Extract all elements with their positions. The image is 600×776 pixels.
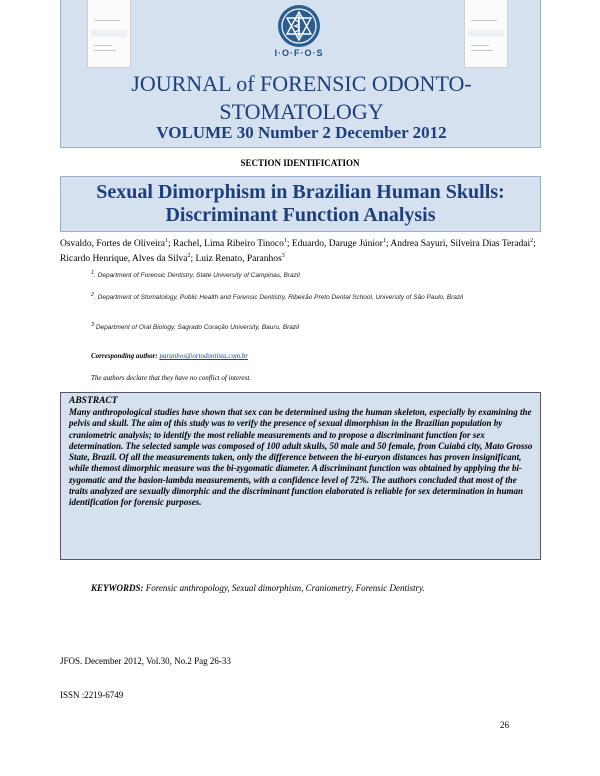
author-affiliation-marker: 3 [281,253,285,260]
volume-issue: VOLUME 30 Number 2 December 2012 [156,123,447,142]
author-name: Rachel, Lima Ribeiro Tinoco [173,239,284,250]
article-title-line-2: Discriminant Function Analysis [165,204,436,226]
issn: ISSN :2219-6749 [60,690,124,700]
cover-thumbnail-right [464,0,508,68]
affiliation-marker: 1 [91,270,95,276]
affiliation-marker: 3 [91,322,95,328]
article-title [60,176,541,232]
author-name: Luiz Renato, Paranhos [195,254,282,265]
author-name: Ricardo Henrique, Alves da Silva [60,254,188,265]
affiliation-text: Department of Forensic Dentistry, State University of Campinas, Brazil [97,272,300,280]
affiliation-1: $^1$. Department of Forensic Dentistry, State University of Campinas, Brazil [91,270,300,280]
iofos-logo-icon [273,4,325,48]
keywords-text: Forensic anthropology, Sexual dimorphism, Craniometry, Forensic Dentistry. [145,583,425,593]
author-separator: ; [168,239,174,250]
citation: JFOS. December 2012, Vol.30, No.2 Pag 26-33 [60,656,231,666]
article-title-line-1: Sexual Dimorphism in Brazilian Human Skulls: [96,181,505,203]
corresponding-email-link[interactable]: paranhos@ortodontista.com.br [159,352,248,360]
corresponding-author [91,352,248,360]
journal-header [60,0,541,148]
keywords [91,583,425,593]
journal-title-line-2: STOMATOLOGY [219,99,384,124]
page-number: 26 [500,720,509,730]
affiliation-text: Department of Oral Biology, Sagrado Coração University, Bauru, Brazil [95,324,299,332]
author-affiliation-marker: 1 [165,238,169,244]
author-affiliation-marker: 1 [382,238,386,244]
author-separator: ; [533,239,536,250]
section-label: SECTION IDENTIFICATION [240,158,360,168]
cover-thumbnail-left [87,0,131,68]
affiliation-3 [91,320,541,333]
author-separator: ; [385,239,391,250]
journal-title [61,70,542,126]
author-name: Osvaldo, Fortes de Oliveira [60,239,166,250]
corresponding-label: Corresponding author: [91,352,158,360]
author-name: Andrea Sayuri, Silveira Dias Teradai [390,239,531,250]
abstract-heading: ABSTRACT [69,396,118,406]
keywords-label: KEYWORDS: [91,583,144,593]
author-affiliation-marker: 2 [530,238,534,244]
author-separator: ; [286,239,292,250]
abstract-text: Many anthropological studies have shown that sex can be determined using the human skeleton, especially by examining the pelvis and skull. The aim of this study was to verify the presence of sexual dimorphism in the Brazilian population by craniometric analysis; to identify the most reliable measurements and to propose a discriminant function for sex determination. The selected sample was composed of 100 adult skulls, 50 male and 50 female, from Cuiabá city, Mato Grosso State, Brazil. Of all the measurements taken, only the difference between the bi-euryon distances has proven insignificant, while themost dimorphic measure was the bi-zygomatic diameter. A discriminant function was obtained by applying the bi-zygomatic and the basion-lambda measurements, with a confidence level of 72%. The authors concluded that most of the traits analyzed are sexually dimorphic and the discriminant function elaborated is reliable for sex determination in human identification for forensic purposes. [69,407,533,508]
affiliation-text: Department of Stomatology, Public Health and Forensic Dentistry, Ribeirão Preto Dental School, University of São Paulo, Brazil [97,294,464,302]
author-separator: ; [190,254,196,265]
logo-text: I·O·F·O·S [274,48,324,58]
author-affiliation-marker: 1 [283,238,287,244]
conflict-statement: The authors declare that they have no conflict of interest. [91,374,252,382]
journal-title-line-1: JOURNAL of FORENSIC ODONTO- [131,71,472,96]
affiliation-2: $^2$. Department of Stomatology, Public Health and Forensic Dentistry, Ribeirão Preto Dental School, University of São Paulo, Brazil [91,292,464,302]
author-name: Eduardo, Daruge Júnior [291,239,383,250]
author-list [60,235,541,265]
affiliation-marker: 2 [91,292,95,298]
abstract-box [60,392,541,560]
author-affiliation-marker: 2 [187,253,191,260]
